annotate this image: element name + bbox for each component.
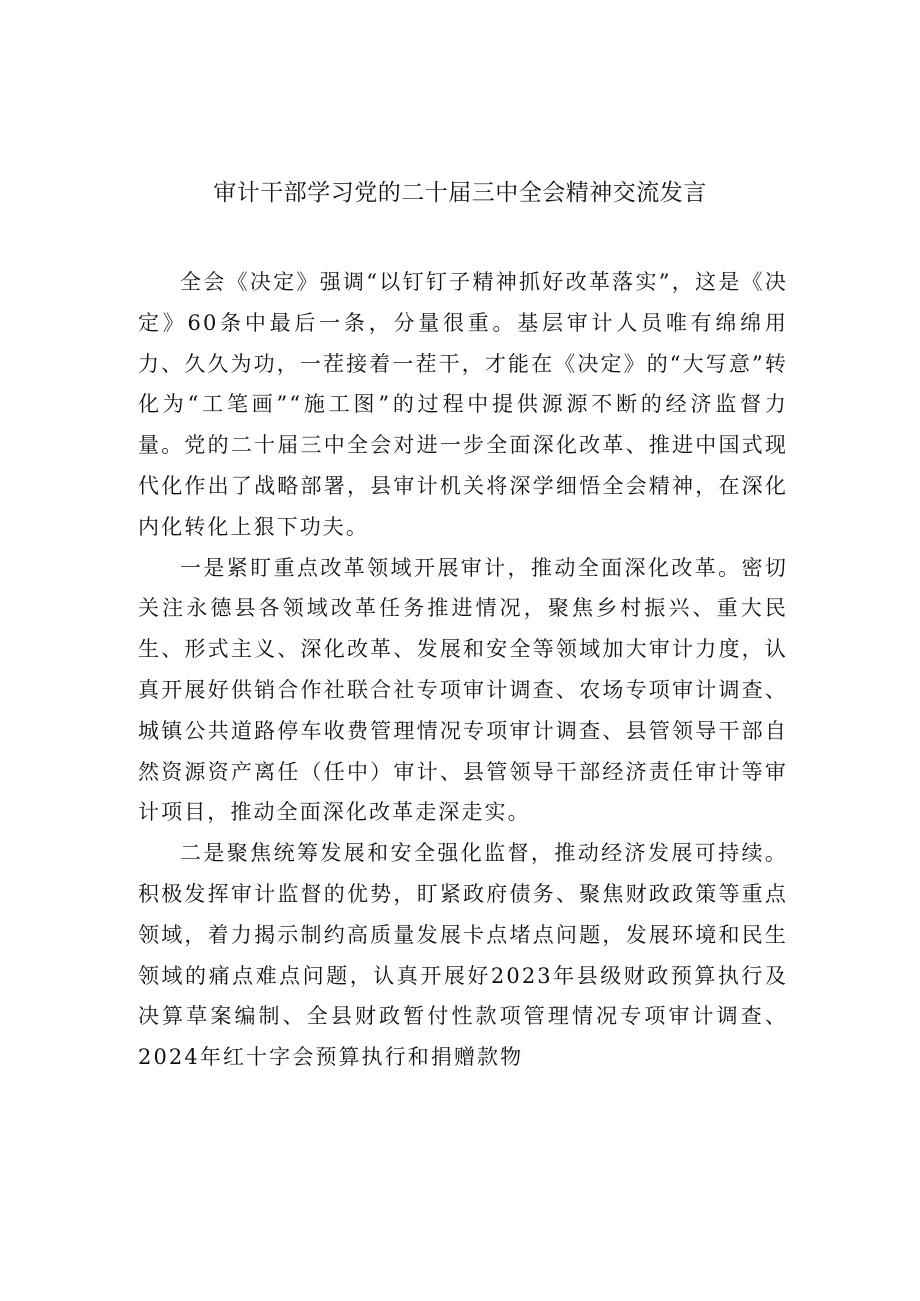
paragraph-point-two: 二是聚焦统筹发展和安全强化监督，推动经济发展可持续。积极发挥审计监督的优势，盯紧政府债务、聚焦财政政策等重点领域，着力揭示制约高质量发展卡点堵点问题，发展环境和民生领域的痛点难点问题，认真开展好2023年县级财政预算执行及决算草案编制、全县财政暂付性款项管理情况专项审计调查、2024年红十字会预算执行和捐赠款物 xyxy=(138,841,788,1070)
document-title: 审计干部学习党的二十届三中全会精神交流发言 xyxy=(213,180,707,206)
paragraph-point-one: 一是紧盯重点改革领域开展审计，推动全面深化改革。密切关注永德县各领域改革任务推进情况，聚焦乡村振兴、重大民生、形式主义、深化改革、发展和安全等领域加大审计力度，认真开展好供销合作社联合社专项审计调查、农场专项审计调查、城镇公共道路停车收费管理情况专项审计调查、县管领导干部自然资源资产离任（任中）审计、县管领导干部经济责任审计等审计项目，推动全面深化改革走深走实。 xyxy=(138,555,788,825)
paragraph-intro: 全会《决定》强调“以钉钉子精神抓好改革落实”，这是《决定》60条中最后一条，分量很重。基层审计人员唯有绵绵用力、久久为功，一茬接着一茬干，才能在《决定》的“大写意”转化为“工笔画”“施工图”的过程中提供源源不断的经济监督力量。党的二十届三中全会对进一步全面深化改革、推进中国式现代化作出了战略部署，县审计机关将深学细悟全会精神，在深化内化转化上狠下功夫。 xyxy=(138,270,788,539)
document-body xyxy=(138,262,788,1078)
